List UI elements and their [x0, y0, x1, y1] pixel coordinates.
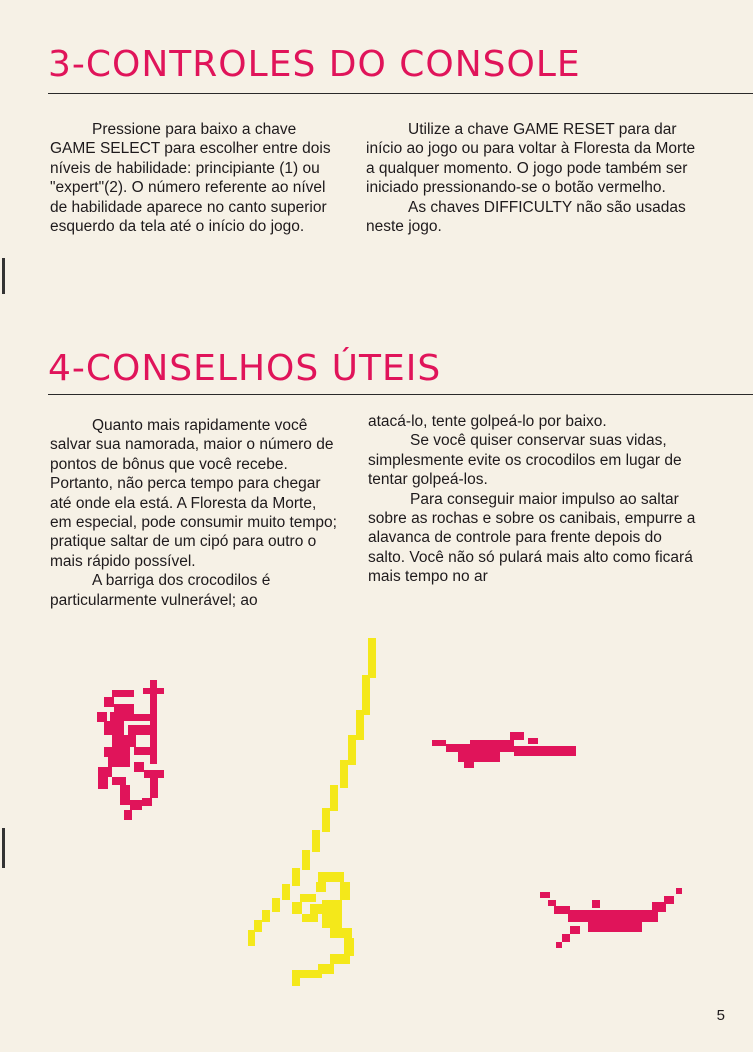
paragraph: Se você quiser conservar suas vidas, simplesmente evite os crocodilos em lugar de tentar golpeá-los. [368, 432, 682, 489]
paragraph: A barriga dos crocodilos é particularmente vulnerável; ao [50, 572, 271, 609]
tarzan-sprite [292, 872, 354, 986]
paragraph: Quanto mais rapidamente você salvar sua namorada, maior o número de pontos de bônus que você recebe. Portanto, não perca tempo para chegar até onde ela está. A Floresta da Morte, em especial, pode consumir muito tempo; pratique saltar de um cipó para outro o mais rápido possível. [50, 417, 337, 570]
section-4-title: 4-CONSELHOS ÚTEIS [48, 348, 442, 389]
paragraph: Utilize a chave GAME RESET para dar início ao jogo ou para voltar à Floresta da Morte a qualquer momento. O jogo pode também ser iniciado pressionando-se o botão vermelho. [366, 121, 696, 197]
crocodile-sprite [432, 732, 682, 948]
paragraph: atacá-lo, tente golpeá-lo por baixo. [368, 413, 607, 430]
paragraph: Pressione para baixo a chave GAME SELECT para escolher entre dois níveis de habilidade: principiante (1) ou "expert"(2). O número referente ao nível de habilidade aparece no canto superior esquerdo da tela até o início do jogo. [50, 121, 331, 236]
section-3-title: 3-CONTROLES DO CONSOLE [48, 44, 581, 85]
page-number: 5 [716, 1007, 725, 1024]
cannibal-sprite [97, 680, 164, 820]
page-edge-mark [2, 258, 5, 294]
paragraph: Para conseguir maior impulso ao saltar sobre as rochas e sobre os canibais, empurre a alavanca de controle para frente depois do salto. Você não só pulará mais alto como ficará mais tempo no ar [368, 490, 696, 586]
page-edge-mark [2, 828, 5, 868]
paragraph: As chaves DIFFICULTY não são usadas neste jogo. [366, 198, 686, 236]
